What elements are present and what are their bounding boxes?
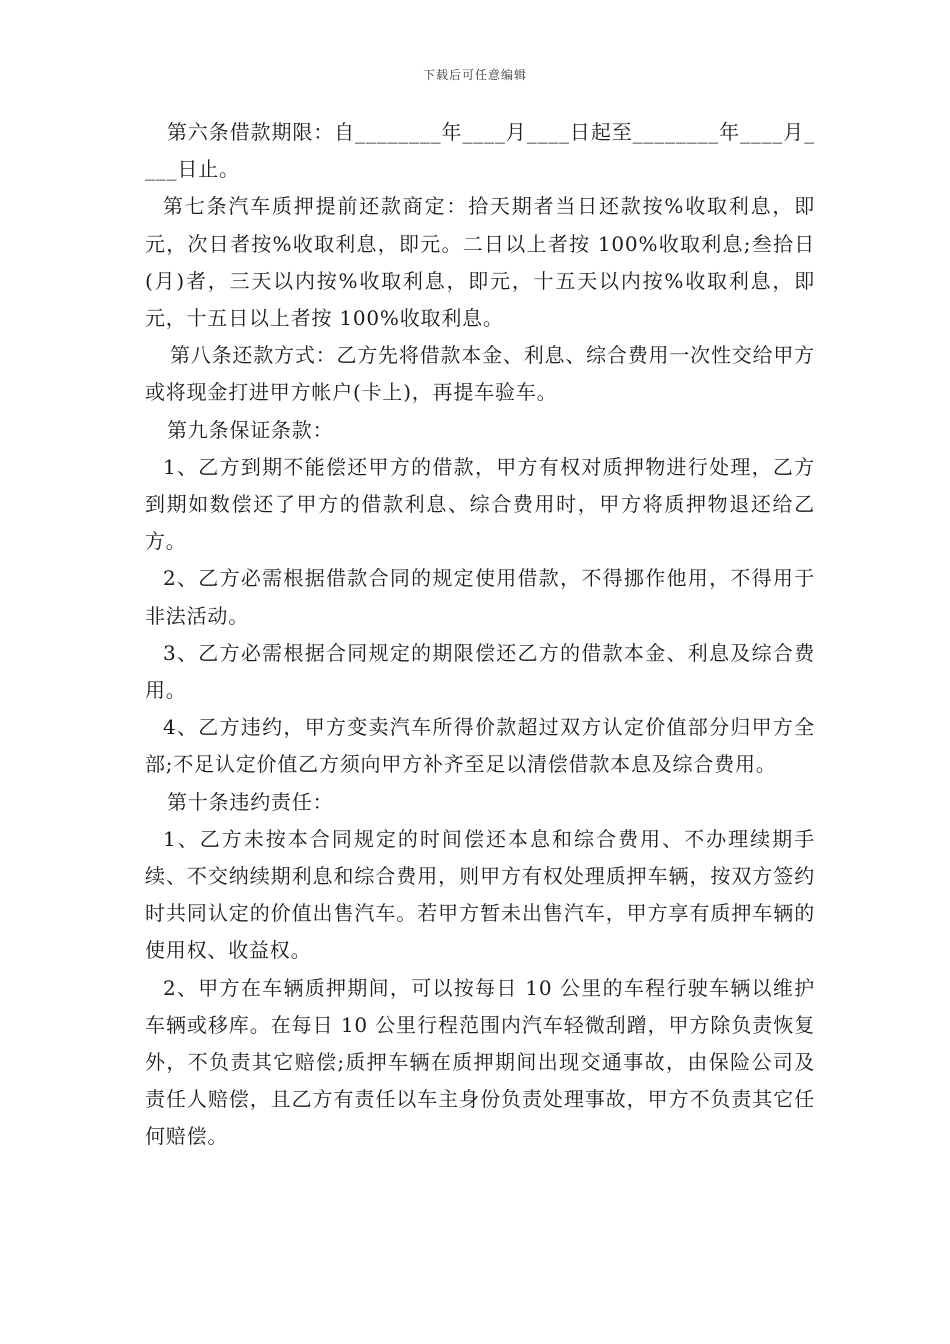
document-body bbox=[145, 114, 815, 1156]
article-8-repayment-method: 第八条还款方式：乙方先将借款本金、利息、综合费用一次性交给甲方或将现金打进甲方帐户(卡上)，再提车验车。 bbox=[145, 343, 815, 405]
article-9-clause-4: 4、乙方违约，甲方变卖汽车所得价款超过双方认定价值部分归甲方全部;不足认定价值乙方须向甲方补齐至足以清偿借款本息及综合费用。 bbox=[145, 715, 815, 777]
article-9-clause-1: 1、乙方到期不能偿还甲方的借款，甲方有权对质押物进行处理，乙方到期如数偿还了甲方的借款利息、综合费用时，甲方将质押物退还给乙方。 bbox=[145, 454, 815, 554]
article-10-clause-1: 1、乙方未按本合同规定的时间偿还本息和综合费用、不办理续期手续、不交纳续期利息和综合费用，则甲方有权处理质押车辆，按双方签约时共同认定的价值出售汽车。若甲方暂未出售汽车，甲方享有质押车辆的使用权、收益权。 bbox=[145, 826, 815, 963]
article-7-early-repayment: 第七条汽车质押提前还款商定：拾天期者当日还款按%收取利息，即元，次日者按%收取利息，即元。二日以上者按 100%收取利息;叁拾日(月)者，三天以内按%收取利息，即元，十五天以内按%收取利息，即元，十五日以上者按 100%收取利息。 bbox=[145, 194, 815, 331]
article-9-clause-3: 3、乙方必需根据合同规定的期限偿还乙方的借款本金、利息及综合费用。 bbox=[145, 640, 815, 703]
article-10-heading: 第十条违约责任： bbox=[167, 789, 334, 814]
article-9-heading: 第九条保证条款： bbox=[167, 417, 334, 442]
page-header: 下载后可任意编辑 bbox=[422, 68, 527, 82]
article-6-loan-term: 第六条借款期限：自________年____月____日起至________年____月____日止。 bbox=[145, 120, 815, 182]
article-10-clause-2: 2、甲方在车辆质押期间，可以按每日 10 公里的车程行驶车辆以维护车辆或移库。在每日 10 公里行程范围内汽车轻微刮蹭，甲方除负责恢复外，不负责其它赔偿;质押车辆在质押期间出现交通事故，由保险公司及责任人赔偿，且乙方有责任以车主身份负责处理事故，甲方不负责其它任何赔偿。 bbox=[145, 975, 815, 1149]
article-9-clause-2: 2、乙方必需根据借款合同的规定使用借款，不得挪作他用，不得用于非法活动。 bbox=[145, 566, 815, 628]
